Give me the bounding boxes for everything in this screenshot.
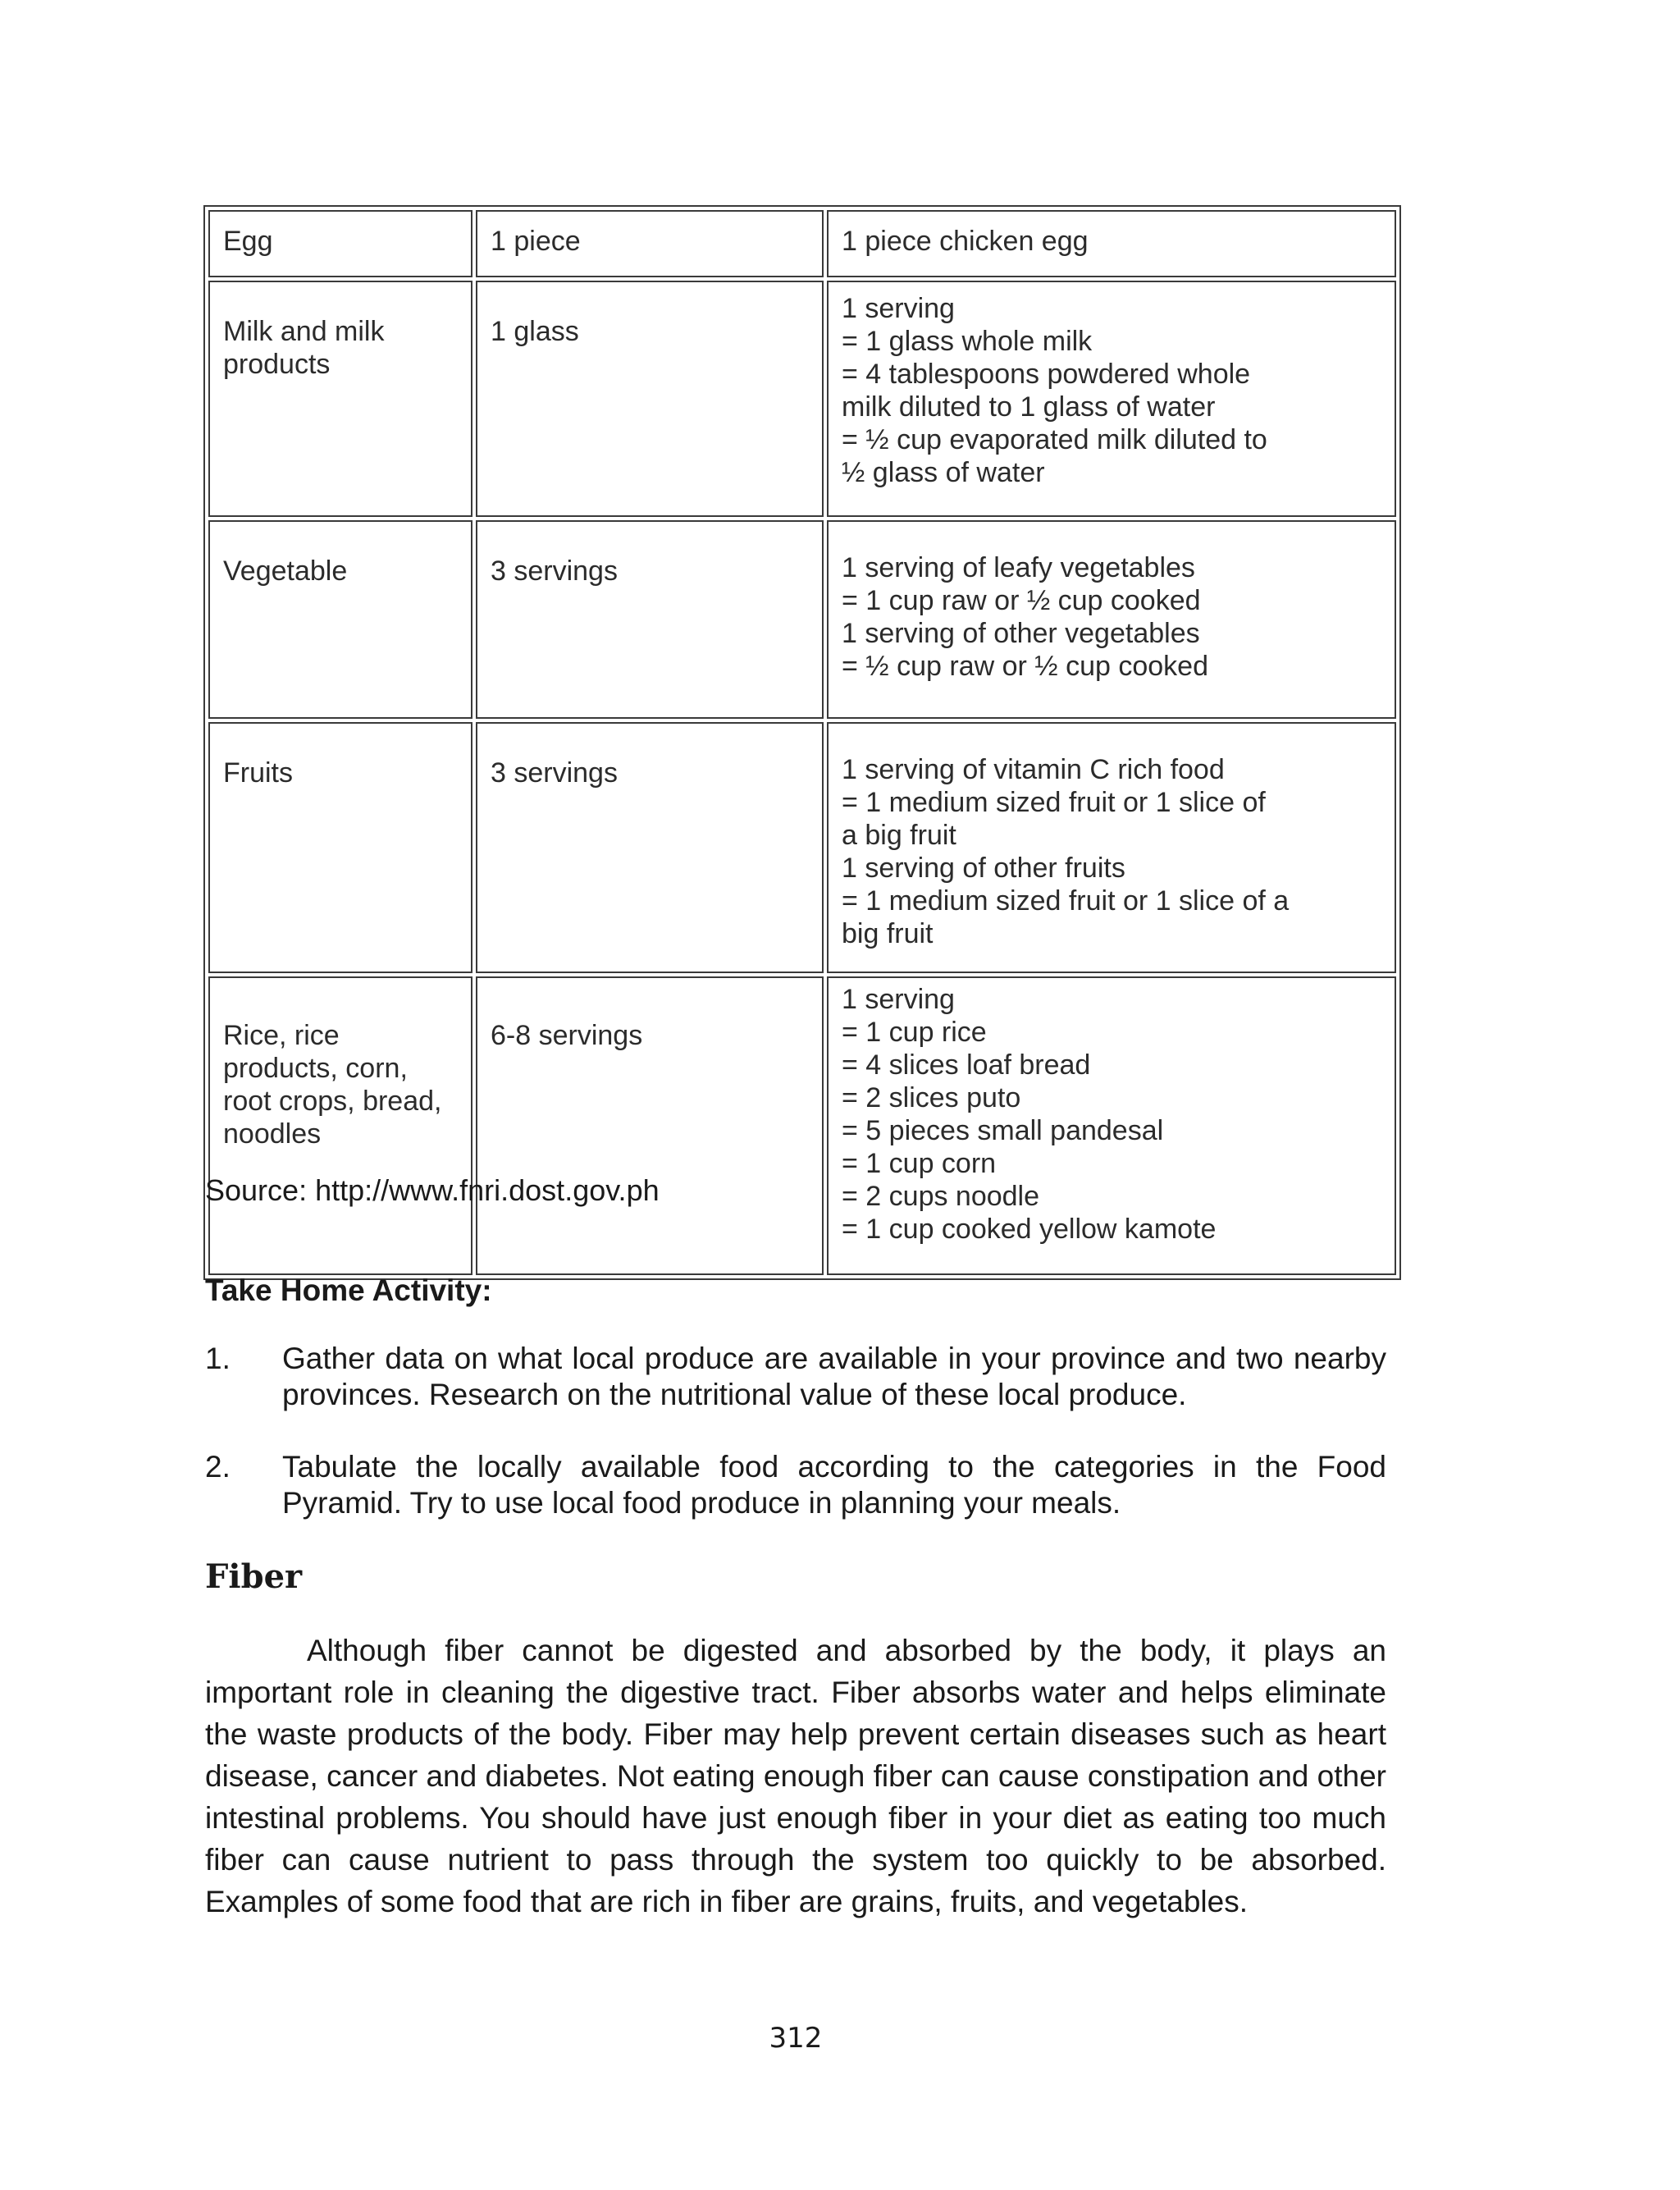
servings-cell: 6-8 servings	[476, 976, 824, 1275]
activity-heading: Take Home Activity:	[205, 1273, 492, 1307]
fiber-paragraph: Although fiber cannot be digested and absorbed by the body, it plays an important role in cleaning the digestive tract. Fiber absorbs water and helps eliminate the waste products of the body. Fiber may help prevent certain diseases such as heart disease, cancer and diabetes. Not eating enough fiber can cause constipation and other intestinal problems. You should have just enough fiber in your diet as eating too much fiber can cause nutrient to pass through the system too quickly to be absorbed. Examples of some food that are rich in fiber are grains, fruits, and vegetables.	[205, 1634, 1386, 1918]
list-item	[205, 1449, 1386, 1521]
servings-cell: 1 piece	[476, 210, 824, 277]
list-item	[205, 1341, 1386, 1413]
table-row	[208, 281, 1396, 517]
food-group-cell: Vegetable	[208, 520, 472, 719]
equivalent-cell: 1 serving = 1 cup rice = 4 slices loaf bread = 2 slices puto = 5 pieces small pandesal = 1 cup corn = 2 cups noodle = 1 cup cooked yellow kamote	[827, 976, 1396, 1275]
list-item-text: Tabulate the locally available food according to the categories in the Food Pyramid. Try to use local food produce in planning your meals.	[282, 1450, 1386, 1520]
servings-cell: 3 servings	[476, 520, 824, 719]
food-group-cell: Fruits	[208, 722, 472, 973]
table-row	[208, 722, 1396, 973]
serving-guide-table	[203, 205, 1401, 1280]
page-number: 312	[769, 2022, 823, 2055]
activity-list	[205, 1341, 1386, 1557]
food-group-cell: Milk and milk products	[208, 281, 472, 517]
list-item-text: Gather data on what local produce are available in your province and two nearby provinces. Research on the nutritional value of these local produce.	[282, 1342, 1386, 1411]
list-item-number: 1.	[205, 1342, 231, 1375]
table-row	[208, 210, 1396, 277]
food-group-cell: Rice, rice products, corn, root crops, bread, noodles	[208, 976, 472, 1275]
servings-cell: 3 servings	[476, 722, 824, 973]
source-citation: Source: http://www.fnri.dost.gov.ph	[205, 1173, 660, 1207]
food-group-cell: Egg	[208, 210, 472, 277]
list-item-number: 2.	[205, 1450, 231, 1484]
table-row	[208, 520, 1396, 719]
equivalent-cell: 1 serving = 1 glass whole milk = 4 tablespoons powdered whole milk diluted to 1 glass of water = ½ cup evaporated milk diluted to ½ glass of water	[827, 281, 1396, 517]
table-row	[208, 976, 1396, 1275]
equivalent-cell: 1 serving of vitamin C rich food = 1 medium sized fruit or 1 slice of a big fruit 1 serving of other fruits = 1 medium sized fruit or 1 slice of a big fruit	[827, 722, 1396, 973]
equivalent-cell: 1 serving of leafy vegetables = 1 cup raw or ½ cup cooked 1 serving of other vegetables = ½ cup raw or ½ cup cooked	[827, 520, 1396, 719]
equivalent-cell: 1 piece chicken egg	[827, 210, 1396, 277]
section-heading-fiber: Fiber	[205, 1557, 303, 1596]
servings-cell: 1 glass	[476, 281, 824, 517]
